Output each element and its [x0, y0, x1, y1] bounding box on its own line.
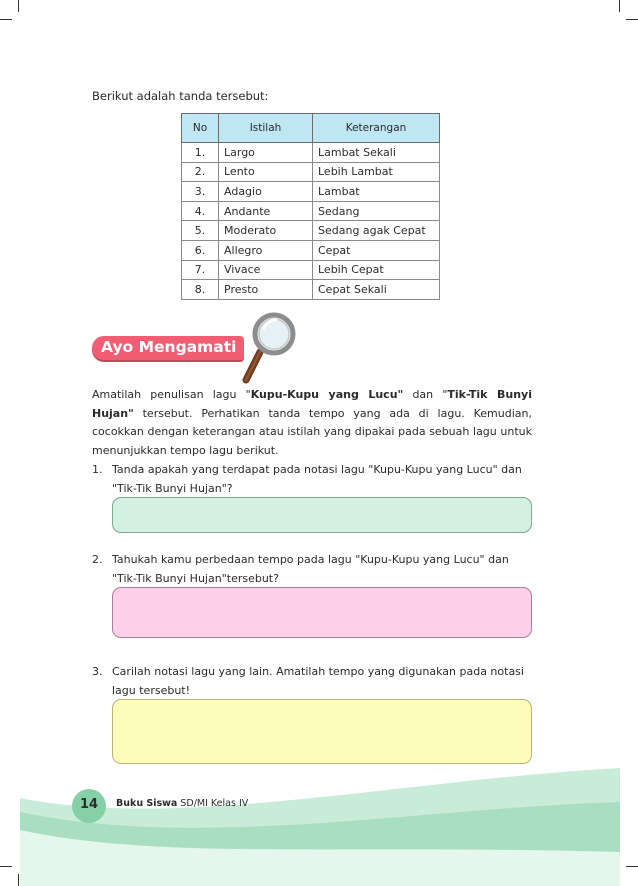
para-part: Amatilah penulisan lagu "	[92, 388, 251, 401]
book-title: Buku Siswa	[116, 798, 178, 809]
question-number: 3.	[92, 665, 103, 678]
header-istilah: Istilah	[219, 114, 313, 143]
question-number: 1.	[92, 463, 103, 476]
row-term: Presto	[219, 280, 313, 300]
table-row	[182, 143, 440, 163]
song-title: Kupu-Kupu yang Lucu"	[250, 388, 404, 401]
question-2	[92, 551, 532, 588]
row-number: 6.	[182, 240, 219, 260]
answer-box-2[interactable]	[112, 587, 532, 638]
instruction-paragraph	[92, 386, 532, 460]
row-description: Lebih Cepat	[313, 260, 440, 280]
row-term: Andante	[219, 201, 313, 221]
table-row	[182, 240, 440, 260]
row-description: Sedang	[313, 201, 440, 221]
crop-mark	[619, 0, 620, 12]
section-banner	[92, 336, 244, 360]
question-number: 2.	[92, 553, 103, 566]
table-row	[182, 260, 440, 280]
para-part: dan "	[403, 388, 448, 401]
table-header-row	[182, 114, 440, 143]
book-level: SD/MI Kelas IV	[177, 798, 249, 809]
question-3	[92, 663, 532, 700]
crop-mark	[0, 19, 12, 20]
table-row	[182, 280, 440, 300]
row-description: Cepat	[313, 240, 440, 260]
question-text: Tahukah kamu perbedaan tempo pada lagu "Kupu-Kupu yang Lucu" dan "Tik-Tik Bunyi Hujan"tersebut?	[112, 553, 509, 585]
row-description: Cepat Sekali	[313, 280, 440, 300]
section-title: Ayo Mengamati	[101, 338, 237, 356]
footer-label	[116, 798, 248, 809]
row-term: Largo	[219, 143, 313, 163]
question-1	[92, 461, 532, 498]
row-number: 1.	[182, 143, 219, 163]
row-number: 7.	[182, 260, 219, 280]
row-number: 4.	[182, 201, 219, 221]
answer-box-1[interactable]	[112, 497, 532, 533]
para-part: tersebut. Perhatikan tanda tempo yang ada di lagu. Kemudian, cocokkan dengan keterangan atau istilah yang dipakai pada sebuah lagu untuk menunjukkan tempo lagu berikut.	[92, 406, 532, 457]
page-number-badge	[72, 789, 106, 823]
answer-box-3[interactable]	[112, 699, 532, 764]
row-term: Adagio	[219, 182, 313, 202]
row-description: Lambat	[313, 182, 440, 202]
row-number: 5.	[182, 221, 219, 241]
question-text: Tanda apakah yang terdapat pada notasi lagu "Kupu-Kupu yang Lucu" dan "Tik-Tik Bunyi Hujan"?	[112, 463, 522, 495]
crop-mark	[626, 19, 638, 20]
footer-wave	[0, 760, 638, 886]
table-row	[182, 201, 440, 221]
row-number: 2.	[182, 162, 219, 182]
row-term: Vivace	[219, 260, 313, 280]
table-row	[182, 182, 440, 202]
crop-mark	[18, 0, 19, 12]
row-number: 3.	[182, 182, 219, 202]
row-number: 8.	[182, 280, 219, 300]
song-title: Tik-Tik Bunyi Hujan"	[92, 388, 532, 420]
table-row	[182, 221, 440, 241]
page-number: 14	[79, 797, 99, 812]
row-term: Moderato	[219, 221, 313, 241]
tempo-table	[181, 113, 440, 300]
row-term: Lento	[219, 162, 313, 182]
row-description: Sedang agak Cepat	[313, 221, 440, 241]
row-description: Lambat Sekali	[313, 143, 440, 163]
row-description: Lebih Lambat	[313, 162, 440, 182]
table-row	[182, 162, 440, 182]
header-no: No	[182, 114, 219, 143]
intro-text: Berikut adalah tanda tersebut:	[92, 89, 269, 103]
row-term: Allegro	[219, 240, 313, 260]
magnifier-icon	[240, 310, 300, 384]
question-text: Carilah notasi lagu yang lain. Amatilah tempo yang digunakan pada notasi lagu tersebut!	[112, 665, 524, 697]
header-keterangan: Keterangan	[313, 114, 440, 143]
